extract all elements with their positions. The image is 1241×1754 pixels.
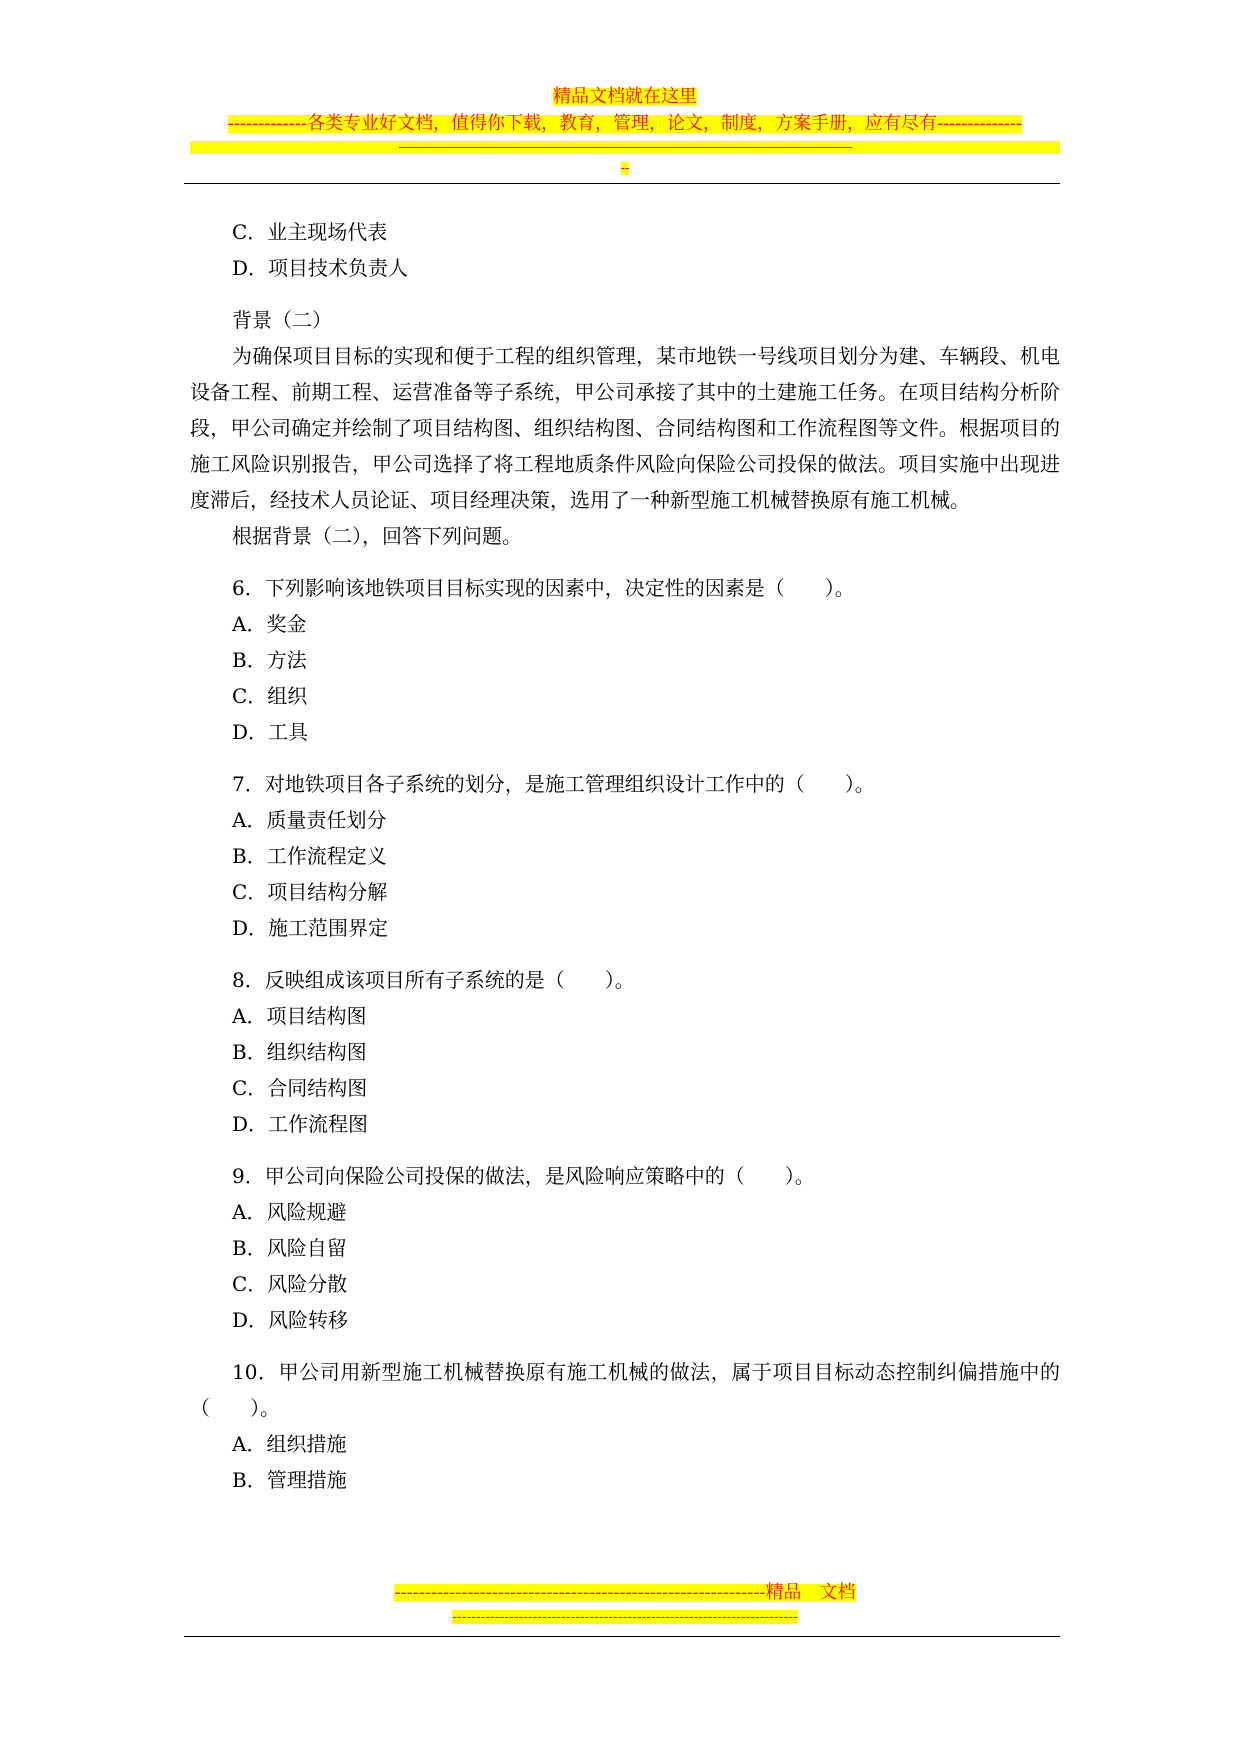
- option-line: D．项目技术负责人: [232, 256, 409, 280]
- option-line: D．工作流程图: [232, 1112, 369, 1136]
- option-line: C．组织: [232, 684, 308, 708]
- option-line: A．风险规避: [232, 1200, 347, 1224]
- option-line: D．工具: [232, 720, 309, 744]
- option-line: C．风险分散: [232, 1272, 348, 1296]
- option-line: D．施工范围界定: [232, 916, 389, 940]
- footer-dash-line: -------------------------------------------------------------------------: [452, 1609, 798, 1625]
- option-line: B．工作流程定义: [232, 844, 387, 868]
- option-line: A．质量责任划分: [232, 808, 387, 832]
- option-line: B．管理措施: [232, 1468, 347, 1492]
- header-dash-tail: --: [620, 161, 630, 176]
- option-line: C．项目结构分解: [232, 880, 388, 904]
- option-line: A．项目结构图: [232, 1004, 367, 1028]
- option-line: C．合同结构图: [232, 1076, 368, 1100]
- option-line: B．方法: [232, 648, 307, 672]
- option-line: A．奖金: [232, 612, 307, 636]
- question-6: 6．下列影响该地铁项目目标实现的因素中，决定性的因素是（ ）。: [232, 576, 855, 600]
- question-7: 7．对地铁项目各子系统的划分，是施工管理组织设计工作中的（ ）。: [232, 772, 875, 796]
- header-slogan: -------------各类专业好文档，值得你下载，教育，管理，论文，制度，方案手册，应有尽有--------------: [227, 113, 1023, 134]
- option-line: C．业主现场代表: [232, 220, 388, 244]
- footer-label: -------------------------------------------------------------精品 文档: [394, 1582, 856, 1603]
- document-body: [190, 214, 1060, 1498]
- footer-divider: [184, 1636, 1060, 1637]
- instruction-line: 根据背景（二），回答下列问题。: [232, 524, 522, 548]
- header-divider: [184, 183, 1060, 184]
- question-8: 8．反映组成该项目所有子系统的是（ ）。: [232, 968, 635, 992]
- option-line: A．组织措施: [232, 1432, 347, 1456]
- section-heading: 背景（二）: [232, 308, 332, 332]
- option-line: B．风险自留: [232, 1236, 347, 1260]
- background-paragraph: 为确保项目目标的实现和便于工程的组织管理，某市地铁一号线项目划分为建、车辆段、机电设备工程、前期工程、运营准备等子系统，甲公司承接了其中的土建施工任务。在项目结构分析阶段，甲公司确定并绘制了项目结构图、组织结构图、合同结构图和工作流程图等文件。根据项目的施工风险识别报告，甲公司选择了将工程地质条件风险向保险公司投保的做法。项目实施中出现进度滞后，经技术人员论证、项目经理决策，选用了一种新型施工机械替换原有施工机械。: [190, 344, 1060, 512]
- header-dash-line: ----------------------------------------------------------------------------------------------------------------------------------------------: [190, 141, 1060, 154]
- option-line: B．组织结构图: [232, 1040, 367, 1064]
- question-10: 10．甲公司用新型施工机械替换原有施工机械的做法，属于项目目标动态控制纠偏措施中的（ ）。: [190, 1360, 1060, 1420]
- question-9: 9．甲公司向保险公司投保的做法，是风险响应策略中的（ ）。: [232, 1164, 815, 1188]
- option-line: D．风险转移: [232, 1308, 349, 1332]
- header-title: 精品文档就在这里: [553, 86, 697, 107]
